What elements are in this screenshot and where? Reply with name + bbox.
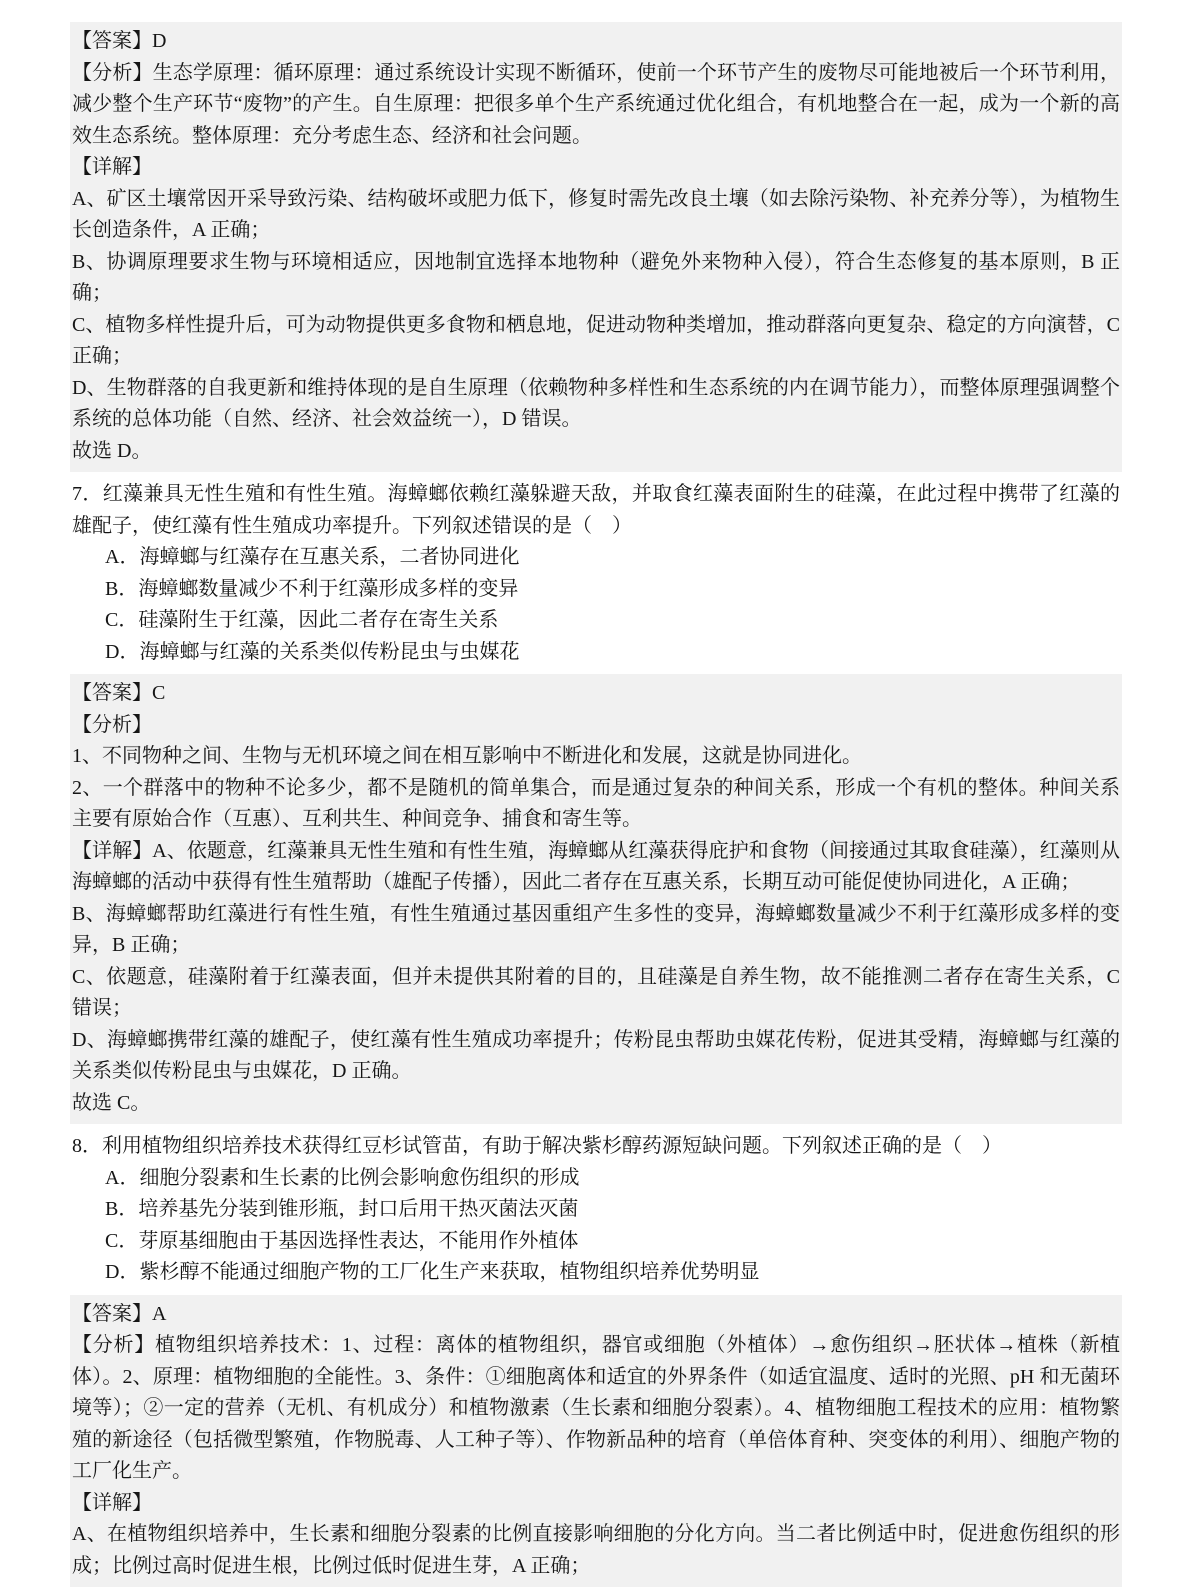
question-option-b: B．海蟑螂数量减少不利于红藻形成多样的变异	[72, 574, 1120, 606]
question-option-c: C．硅藻附生于红藻，因此二者存在寄生关系	[72, 605, 1120, 637]
detail-paragraph-d: D、海蟑螂携带红藻的雄配子，使红藻有性生殖成功率提升；传粉昆虫帮助虫媒花传粉，促进其受精，海蟑螂与红藻的关系类似传粉昆虫与虫媒花，D 正确。	[72, 1025, 1120, 1088]
question-8	[70, 1124, 1122, 1295]
question-7	[70, 472, 1122, 674]
analysis-paragraph: 【分析】生态学原理：循环原理：通过系统设计实现不断循环，使前一个环节产生的废物尽可能地被后一个环节利用，减少整个生产环节“废物”的产生。自生原理：把很多单个生产系统通过优化组合，有机地整合在一起，成为一个新的高效生态系统。整体原理：充分考虑生态、经济和社会问题。	[72, 58, 1120, 153]
detail-paragraph-a: A、在植物组织培养中，生长素和细胞分裂素的比例直接影响细胞的分化方向。当二者比例适中时，促进愈伤组织的形成；比例过高时促进生根，比例过低时促进生芽，A 正确；	[72, 1519, 1120, 1582]
question-option-d: D．紫杉醇不能通过细胞产物的工厂化生产来获取，植物组织培养优势明显	[72, 1257, 1120, 1289]
question-stem: 8．利用植物组织培养技术获得红豆杉试管苗，有助于解决紫杉醇药源短缺问题。下列叙述正确的是（ ）	[72, 1131, 1120, 1163]
answer-line: 【答案】A	[72, 1299, 1120, 1331]
analysis-point-1: 1、不同物种之间、生物与无机环境之间在相互影响中不断进化和发展，这就是协同进化。	[72, 741, 1120, 773]
detail-paragraph-a: 【详解】A、依题意，红藻兼具无性生殖和有性生殖，海蟑螂从红藻获得庇护和食物（间接通过其取食硅藻），红藻则从海蟑螂的活动中获得有性生殖帮助（雄配子传播），因此二者存在互惠关系，长期互动可能促使协同进化，A 正确；	[72, 836, 1120, 899]
answer-line: 【答案】D	[72, 26, 1120, 58]
answer-block-q8	[70, 1295, 1122, 1587]
answer-block-q6	[70, 22, 1122, 472]
question-option-d: D．海蟑螂与红藻的关系类似传粉昆虫与虫媒花	[72, 637, 1120, 669]
detail-paragraph-c: C、植物多样性提升后，可为动物提供更多食物和栖息地，促进动物种类增加，推动群落向更复杂、稳定的方向演替，C 正确；	[72, 310, 1120, 373]
question-option-b: B．培养基先分装到锥形瓶，封口后用干热灭菌法灭菌	[72, 1194, 1120, 1226]
detail-paragraph-c: C、依题意，硅藻附着于红藻表面，但并未提供其附着的目的，且硅藻是自养生物，故不能推测二者存在寄生关系，C 错误；	[72, 962, 1120, 1025]
detail-paragraph-a: A、矿区土壤常因开采导致污染、结构破坏或肥力低下，修复时需先改良土壤（如去除污染物、补充养分等），为植物生长创造条件，A 正确；	[72, 184, 1120, 247]
detail-paragraph-d: D、生物群落的自我更新和维持体现的是自生原理（依赖物种多样性和生态系统的内在调节能力），而整体原理强调整个系统的总体功能（自然、经济、社会效益统一），D 错误。	[72, 373, 1120, 436]
conclusion-line: 故选 C。	[72, 1088, 1120, 1120]
answer-block-q7	[70, 674, 1122, 1124]
conclusion-line: 故选 D。	[72, 436, 1120, 468]
detail-heading: 【详解】	[72, 1488, 1120, 1520]
detail-heading: 【详解】	[72, 152, 1120, 184]
question-option-c: C．芽原基细胞由于基因选择性表达，不能用作外植体	[72, 1226, 1120, 1258]
question-option-a: A．细胞分裂素和生长素的比例会影响愈伤组织的形成	[72, 1163, 1120, 1195]
analysis-point-2: 2、一个群落中的物种不论多少，都不是随机的简单集合，而是通过复杂的种间关系，形成一个有机的整体。种间关系主要有原始合作（互惠）、互利共生、种间竞争、捕食和寄生等。	[72, 773, 1120, 836]
question-stem: 7．红藻兼具无性生殖和有性生殖。海蟑螂依赖红藻躲避天敌，并取食红藻表面附生的硅藻，在此过程中携带了红藻的雄配子，使红藻有性生殖成功率提升。下列叙述错误的是（ ）	[72, 479, 1120, 542]
content-column	[70, 22, 1122, 1587]
analysis-paragraph: 【分析】植物组织培养技术：1、过程：离体的植物组织，器官或细胞（外植体）→愈伤组织→胚状体→植株（新植体）。2、原理：植物细胞的全能性。3、条件：①细胞离体和适宜的外界条件（如适宜温度、适时的光照、pH 和无菌环境等）；②一定的营养（无机、有机成分）和植物激素（生长素和细胞分裂素）。4、植物细胞工程技术的应用：植物繁殖的新途径（包括微型繁殖，作物脱毒、人工种子等）、作物新品种的培育（单倍体育种、突变体的利用）、细胞产物的工厂化生产。	[72, 1330, 1120, 1488]
question-option-a: A．海蟑螂与红藻存在互惠关系，二者协同进化	[72, 542, 1120, 574]
analysis-heading: 【分析】	[72, 710, 1120, 742]
answer-line: 【答案】C	[72, 678, 1120, 710]
detail-paragraph-b: B、海蟑螂帮助红藻进行有性生殖，有性生殖通过基因重组产生多性的变异，海蟑螂数量减少不利于红藻形成多样的变异，B 正确；	[72, 899, 1120, 962]
detail-paragraph-b: B、协调原理要求生物与环境相适应，因地制宜选择本地物种（避免外来物种入侵），符合生态修复的基本原则，B 正确；	[72, 247, 1120, 310]
